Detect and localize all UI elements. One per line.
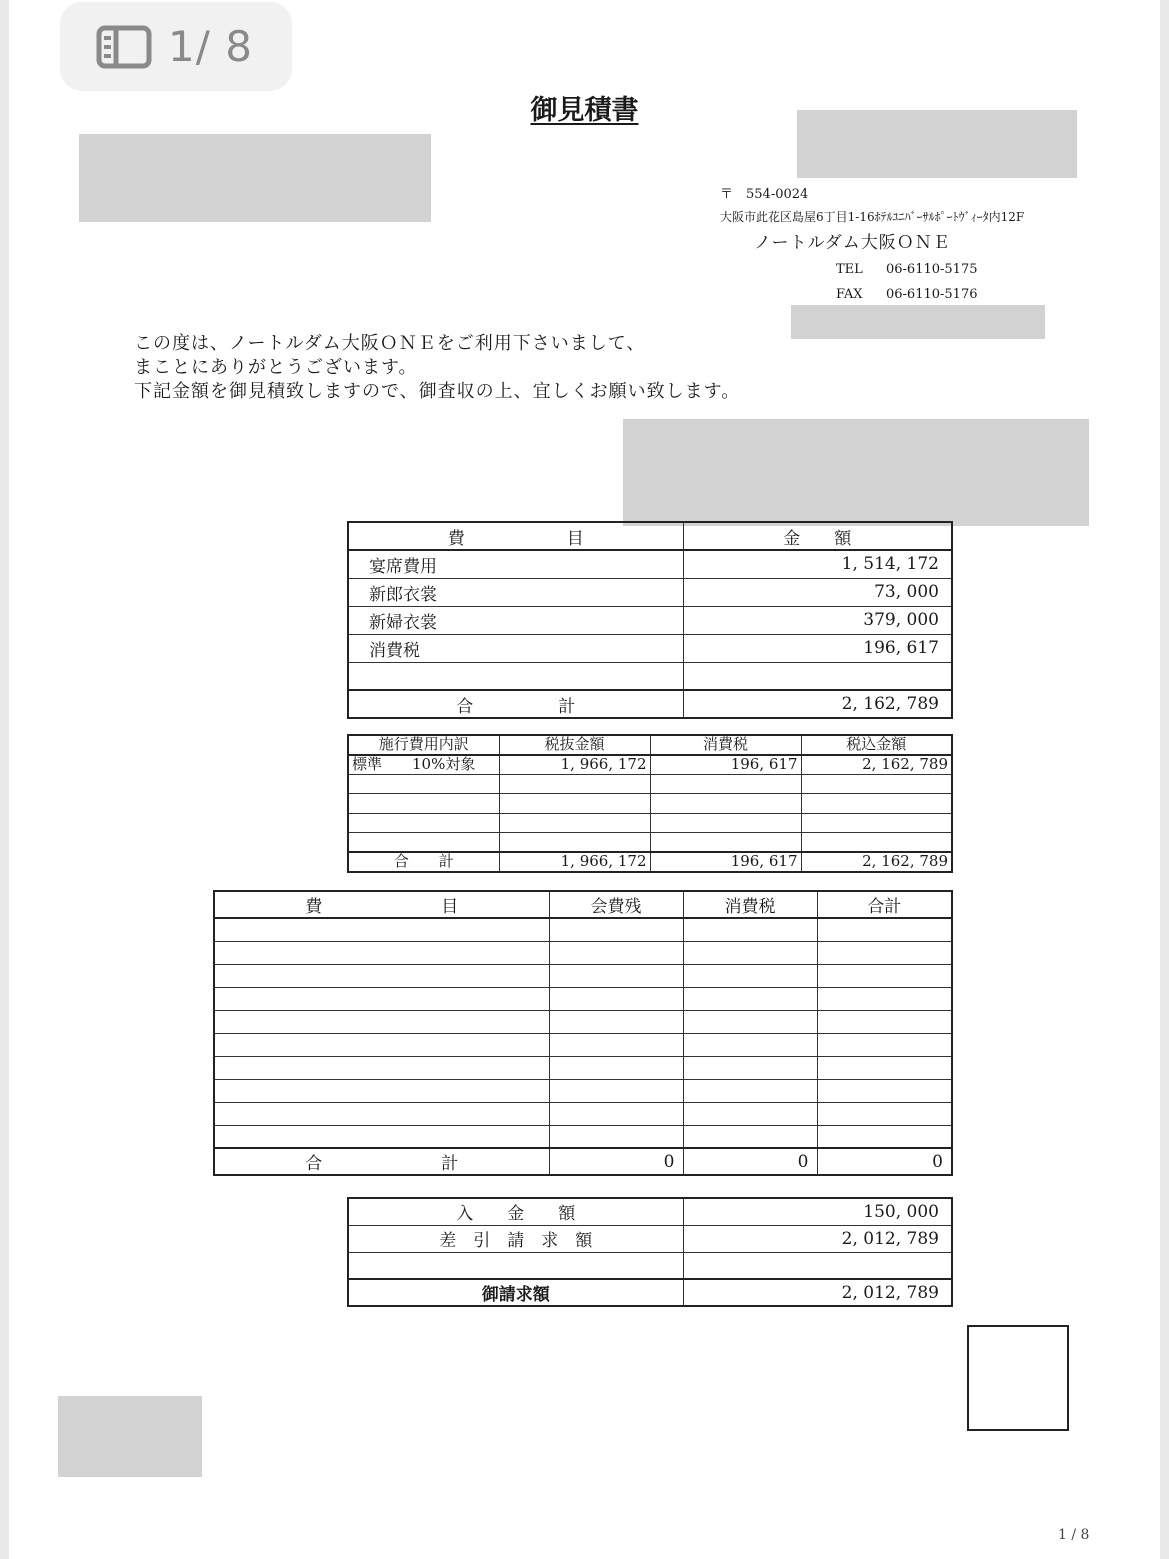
table-row-empty	[348, 794, 952, 814]
deposit-amount: 150, 000	[683, 1198, 952, 1225]
intro-line: 下記金額を御見積致しますので、御査収の上、宜しくお願い致します。	[134, 381, 741, 402]
breakdown-total-label: 合 計	[348, 852, 499, 872]
table-row	[348, 1225, 952, 1252]
table-row	[348, 1198, 952, 1225]
viewer-right-edge	[1160, 0, 1169, 1559]
cost-total: 2, 162, 789	[683, 690, 952, 718]
balance-label: 差 引 請 求 額	[348, 1225, 683, 1252]
company-fax: 06-6110-5176	[886, 287, 978, 302]
cost-table	[347, 521, 953, 719]
table-row-empty	[214, 1079, 952, 1102]
payment-table	[347, 1197, 953, 1307]
company-name: ノートルダム大阪ＯＮＥ	[754, 233, 951, 253]
breakdown-label: 標準 10%対象	[348, 755, 499, 775]
header-incl-tax: 税込金額	[801, 735, 952, 755]
fee-total-tax: 0	[683, 1148, 817, 1175]
table-total-row	[348, 1279, 952, 1306]
company-postal: 〒 554-0024	[720, 187, 809, 202]
table-row-empty	[348, 662, 952, 690]
table-header-row	[348, 735, 952, 755]
redacted-footer	[58, 1396, 202, 1477]
table-row-empty	[348, 1252, 952, 1279]
header-breakdown: 施行費用内訳	[348, 735, 499, 755]
cost-item: 宴席費用	[348, 550, 683, 578]
table-row	[348, 606, 952, 634]
table-header-row	[214, 891, 952, 918]
fee-table	[213, 890, 953, 1176]
page-indicator-text: 1/ 8	[168, 22, 253, 71]
header-tax: 消費税	[683, 891, 817, 918]
header-item: 費 目	[214, 891, 549, 918]
viewer-left-edge	[0, 0, 9, 1559]
redacted-recipient	[79, 134, 431, 222]
table-header-row	[348, 522, 952, 550]
table-total-row	[348, 690, 952, 718]
header-amount: 金 額	[683, 522, 952, 550]
redacted-staff	[791, 305, 1045, 339]
company-address: 大阪市此花区島屋6丁目1-16ﾎﾃﾙﾕﾆﾊﾞｰｻﾙﾎﾟｰﾄｳﾞｨｰﾀ内12F	[720, 210, 1025, 224]
fee-total-balance: 0	[549, 1148, 683, 1175]
header-sum: 合計	[817, 891, 952, 918]
table-row-empty	[348, 833, 952, 853]
cost-amount: 196, 617	[683, 634, 952, 662]
redacted-details	[623, 419, 1089, 526]
intro-text	[134, 332, 740, 404]
fee-total-label: 合 計	[214, 1148, 549, 1175]
header-tax: 消費税	[650, 735, 801, 755]
table-row	[348, 755, 952, 775]
table-row-empty	[214, 1033, 952, 1056]
cost-item: 新郎衣裳	[348, 578, 683, 606]
table-total-row	[214, 1148, 952, 1175]
table-row-empty	[214, 1056, 952, 1079]
table-row-empty	[214, 1102, 952, 1125]
balance-amount: 2, 012, 789	[683, 1225, 952, 1252]
table-row-empty	[214, 918, 952, 941]
table-row-empty	[214, 941, 952, 964]
deposit-label: 入 金 額	[348, 1198, 683, 1225]
table-total-row	[348, 852, 952, 872]
invoice-label: 御請求額	[348, 1279, 683, 1306]
page-indicator-button[interactable]	[60, 2, 292, 91]
breakdown-total-incl-tax: 2, 162, 789	[801, 852, 952, 872]
company-fax-label: FAX	[836, 287, 863, 302]
company-tel: 06-6110-5175	[886, 262, 978, 277]
table-row-empty	[214, 964, 952, 987]
document-title: 御見積書	[530, 95, 639, 126]
table-row-empty	[348, 774, 952, 794]
table-row-empty	[214, 1010, 952, 1033]
breakdown-incl-tax: 2, 162, 789	[801, 755, 952, 775]
table-row-empty	[214, 1125, 952, 1148]
header-fee-balance: 会費残	[549, 891, 683, 918]
table-row-empty	[348, 813, 952, 833]
header-pre-tax: 税抜金額	[499, 735, 650, 755]
intro-line: まことにありがとうございます。	[134, 357, 418, 378]
table-row	[348, 578, 952, 606]
fee-total-sum: 0	[817, 1148, 952, 1175]
table-row	[348, 550, 952, 578]
cost-total-label: 合 計	[348, 690, 683, 718]
invoice-amount: 2, 012, 789	[683, 1279, 952, 1306]
header-item: 費 目	[348, 522, 683, 550]
cost-amount: 1, 514, 172	[683, 550, 952, 578]
cost-item: 消費税	[348, 634, 683, 662]
cost-amount: 73, 000	[683, 578, 952, 606]
cost-item: 新婦衣裳	[348, 606, 683, 634]
company-tel-label: TEL	[836, 262, 863, 277]
breakdown-total-tax: 196, 617	[650, 852, 801, 872]
redacted-logo	[797, 110, 1077, 178]
cost-amount: 379, 000	[683, 606, 952, 634]
intro-line: この度は、ノートルダム大阪ＯＮＥをご利用下さいまして、	[134, 333, 646, 354]
stamp-box	[967, 1325, 1069, 1431]
table-row-empty	[214, 987, 952, 1010]
breakdown-pre-tax: 1, 966, 172	[499, 755, 650, 775]
tax-breakdown-table	[347, 734, 953, 873]
table-row	[348, 634, 952, 662]
sidebar-toggle-icon	[96, 25, 152, 69]
breakdown-total-pre-tax: 1, 966, 172	[499, 852, 650, 872]
breakdown-tax: 196, 617	[650, 755, 801, 775]
footer-page-number: 1 / 8	[1058, 1527, 1090, 1543]
